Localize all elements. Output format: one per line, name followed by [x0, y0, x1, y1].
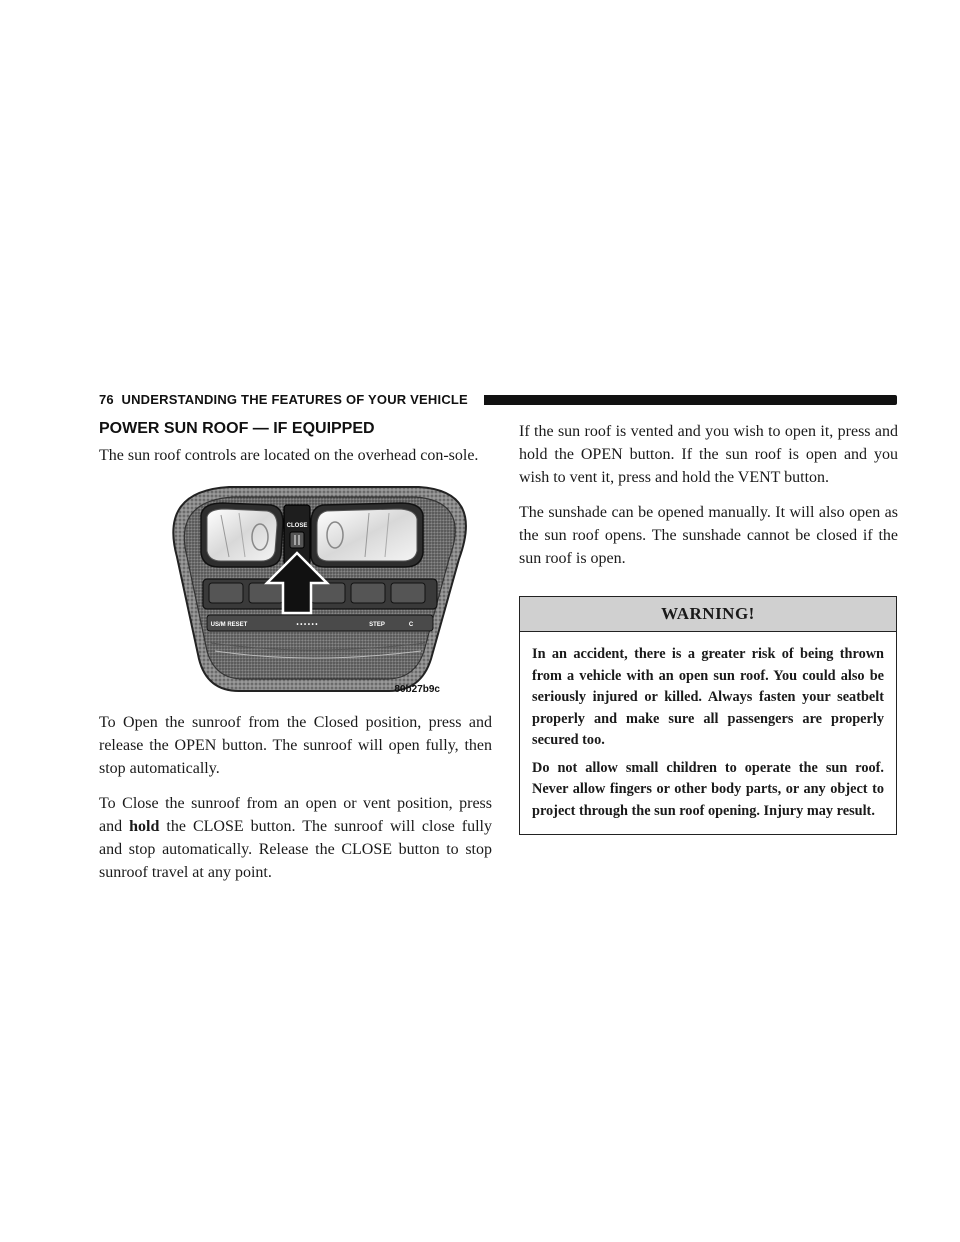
section-title: POWER SUN ROOF — IF EQUIPPED: [99, 420, 375, 437]
warning-box: [519, 596, 897, 835]
dots-label: • • • • • •: [296, 622, 318, 628]
overhead-console-illustration: [99, 479, 492, 699]
left-column: [99, 420, 492, 896]
us-m-reset-label: US/M RESET: [210, 622, 248, 628]
header-bar: [484, 395, 897, 405]
close-text-post: the CLOSE button. The sunroof will close fully and stop automatically. Release the CLOSE button to stop sunroof travel at any point.: [99, 818, 493, 881]
page-header: [99, 391, 899, 411]
figure-code: 80b27b9c: [394, 684, 440, 695]
step-label: STEP: [369, 622, 385, 628]
warning-title: WARNING!: [520, 597, 896, 632]
header-text: [99, 392, 468, 407]
close-paragraph: [99, 792, 492, 884]
close-label: CLOSE: [286, 523, 308, 529]
c-label: C: [408, 622, 414, 628]
close-text-bold: hold: [129, 818, 160, 835]
warning-paragraph-1: In an accident, there is a greater risk of being thrown from a vehicle with an open sun roof. You could also be seriously injured or killed. Always fasten your seatbelt properly and make sure all passengers are properly secured too.: [532, 646, 884, 748]
sunshade-paragraph: The sunshade can be opened manually. It will also open as the sun roof opens. The sunshade cannot be closed if the sun roof is open.: [519, 504, 898, 567]
open-paragraph: To Open the sunroof from the Closed position, press and release the OPEN button. The sunroof will open fully, then stop automatically.: [99, 714, 492, 777]
intro-paragraph: The sun roof controls are located on the overhead con-sole.: [99, 447, 479, 464]
overhead-console-figure: [99, 479, 492, 699]
right-column: [519, 420, 898, 835]
close-text-pre: To Close the sunroof from an open or vent position, press and: [99, 795, 492, 835]
warning-body: [520, 632, 896, 834]
page-number: 76: [99, 392, 114, 407]
vent-paragraph: If the sun roof is vented and you wish to open it, press and hold the OPEN button. If the sun roof is open and you wish to vent it, press and hold the VENT button.: [519, 423, 898, 486]
chapter-title: UNDERSTANDING THE FEATURES OF YOUR VEHICLE: [121, 392, 468, 407]
warning-paragraph-2: Do not allow small children to operate the sun roof. Never allow fingers or other body parts, or any object to project through the sun roof opening. Injury may result.: [532, 759, 884, 819]
